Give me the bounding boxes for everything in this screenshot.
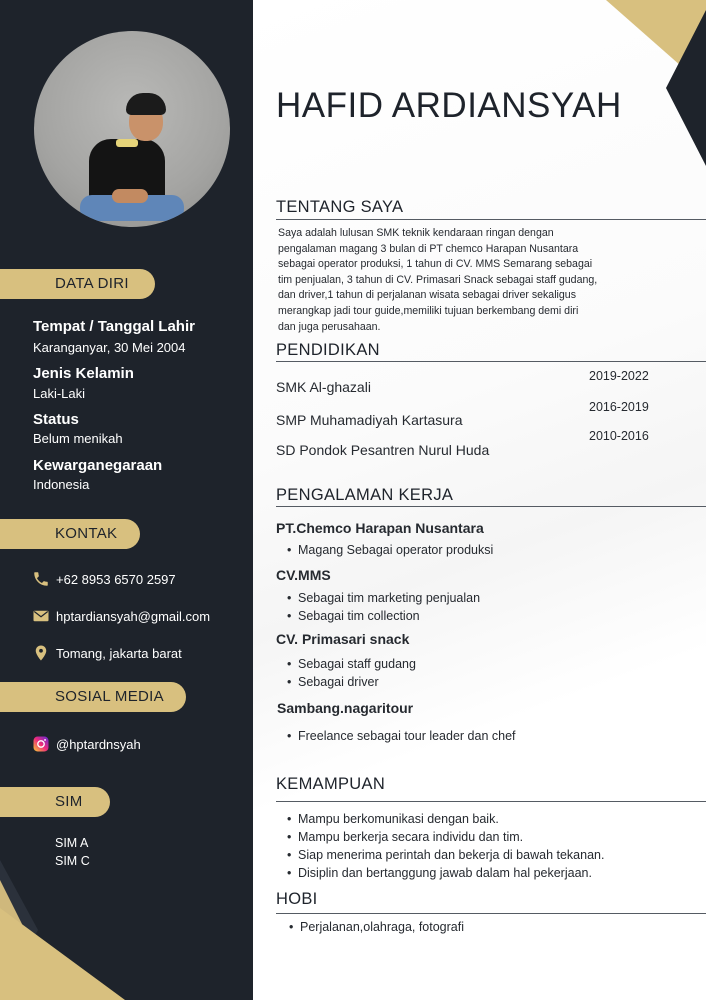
about-text — [278, 226, 643, 335]
about-line: sebagai operator produksi, 1 tahun di CV. MMS Semarang sebagai — [278, 258, 593, 271]
company-name: Sambang.nagaritour — [277, 700, 414, 716]
skill-point: • Disiplin dan bertanggung jawab dalam hal pekerjaan. — [287, 866, 592, 880]
pendidikan-heading: PENDIDIKAN — [276, 341, 380, 359]
instagram-icon — [32, 735, 50, 753]
skill-point: • Mampu berkerja secara individu dan tim. — [287, 830, 523, 844]
instagram-text: @hptardnsyah — [56, 736, 141, 752]
about-line: tim penjualan, 3 tahun di CV. Primasari Snack sebagai staff gudang, — [278, 273, 598, 286]
gender-label: Jenis Kelamin — [33, 365, 134, 382]
sim-item: SIM C — [55, 854, 90, 868]
kemampuan-heading: KEMAMPUAN — [276, 775, 386, 793]
location-text: Tomang, jakarta barat — [56, 645, 182, 661]
skill-point: • Siap menerima perintah dan bekerja di bawah tekanan. — [287, 848, 604, 862]
resume-name: HAFID ARDIANSYAH — [276, 86, 622, 125]
hobby-point: • Perjalanan,olahraga, fotografi — [289, 920, 464, 934]
email-contact[interactable] — [32, 607, 210, 625]
kontak-heading: KONTAK — [0, 519, 140, 549]
job-point: • Sebagai staff gudang — [287, 657, 416, 671]
school-item: SD Pondok Pesantren Nurul Huda — [276, 442, 490, 458]
instagram-contact[interactable] — [32, 735, 141, 753]
sidebar — [0, 0, 253, 1000]
about-line: pengalaman magang 3 bulan di PT chemco Harapan Nusantara — [278, 242, 579, 255]
envelope-icon — [32, 607, 50, 625]
school-year: 2019-2022 — [589, 369, 649, 383]
company-name: CV.MMS — [276, 567, 331, 583]
divider — [276, 361, 706, 362]
pengalaman-heading: PENGALAMAN KERJA — [276, 486, 454, 504]
profile-photo — [34, 31, 230, 227]
school-item: SMP Muhamadiyah Kartasura — [276, 412, 463, 428]
location-contact — [32, 644, 182, 662]
job-point: • Freelance sebagai tour leader dan chef — [287, 729, 516, 743]
decorative-triangle-gold — [0, 908, 125, 1000]
hobi-heading: HOBI — [276, 890, 318, 908]
about-line: merangkap jadi tour guide,memiliki tujuan berkembang demi diri — [278, 304, 579, 317]
birth-value: Karanganyar, 30 Mei 2004 — [33, 340, 186, 355]
decorative-triangle-dark — [666, 10, 706, 166]
sim-heading: SIM — [0, 787, 110, 817]
company-name: PT.Chemco Harapan Nusantara — [276, 520, 484, 536]
divider — [276, 506, 706, 507]
status-label: Status — [33, 411, 79, 428]
phone-contact[interactable] — [32, 570, 176, 588]
email-text: hptardiansyah@gmail.com — [56, 608, 211, 624]
sim-item: SIM A — [55, 836, 89, 850]
tentang-heading: TENTANG SAYA — [276, 198, 404, 216]
birth-label: Tempat / Tanggal Lahir — [33, 318, 195, 335]
citizenship-value: Indonesia — [33, 477, 90, 492]
map-pin-icon — [32, 644, 50, 662]
divider — [276, 913, 706, 914]
about-line: dan juga perusahaan. — [278, 320, 381, 333]
school-item: SMK Al-ghazali — [276, 379, 371, 395]
gender-value: Laki-Laki — [33, 386, 86, 401]
phone-icon — [32, 570, 50, 588]
status-value: Belum menikah — [33, 431, 123, 446]
job-point: • Sebagai tim marketing penjualan — [287, 591, 480, 605]
school-year: 2016-2019 — [589, 400, 649, 414]
data-diri-heading: DATA DIRI — [0, 269, 155, 299]
job-point: • Sebagai tim collection — [287, 609, 420, 623]
skill-point: • Mampu berkomunikasi dengan baik. — [287, 812, 499, 826]
citizenship-label: Kewarganegaraan — [33, 457, 163, 474]
divider — [276, 801, 706, 802]
company-name: CV. Primasari snack — [276, 631, 410, 647]
job-point: • Sebagai driver — [287, 675, 379, 689]
social-media-heading: SOSIAL MEDIA — [0, 682, 186, 712]
about-line: Saya adalah lulusan SMK teknik kendaraan ringan dengan — [278, 227, 554, 239]
school-year: 2010-2016 — [589, 429, 649, 443]
divider — [276, 219, 706, 220]
about-line: dan driver,1 tahun di perjalanan wisata sebagai driver sekaligus — [278, 289, 576, 302]
phone-text: +62 8953 6570 2597 — [56, 571, 176, 587]
job-point: • Magang Sebagai operator produksi — [287, 543, 493, 557]
